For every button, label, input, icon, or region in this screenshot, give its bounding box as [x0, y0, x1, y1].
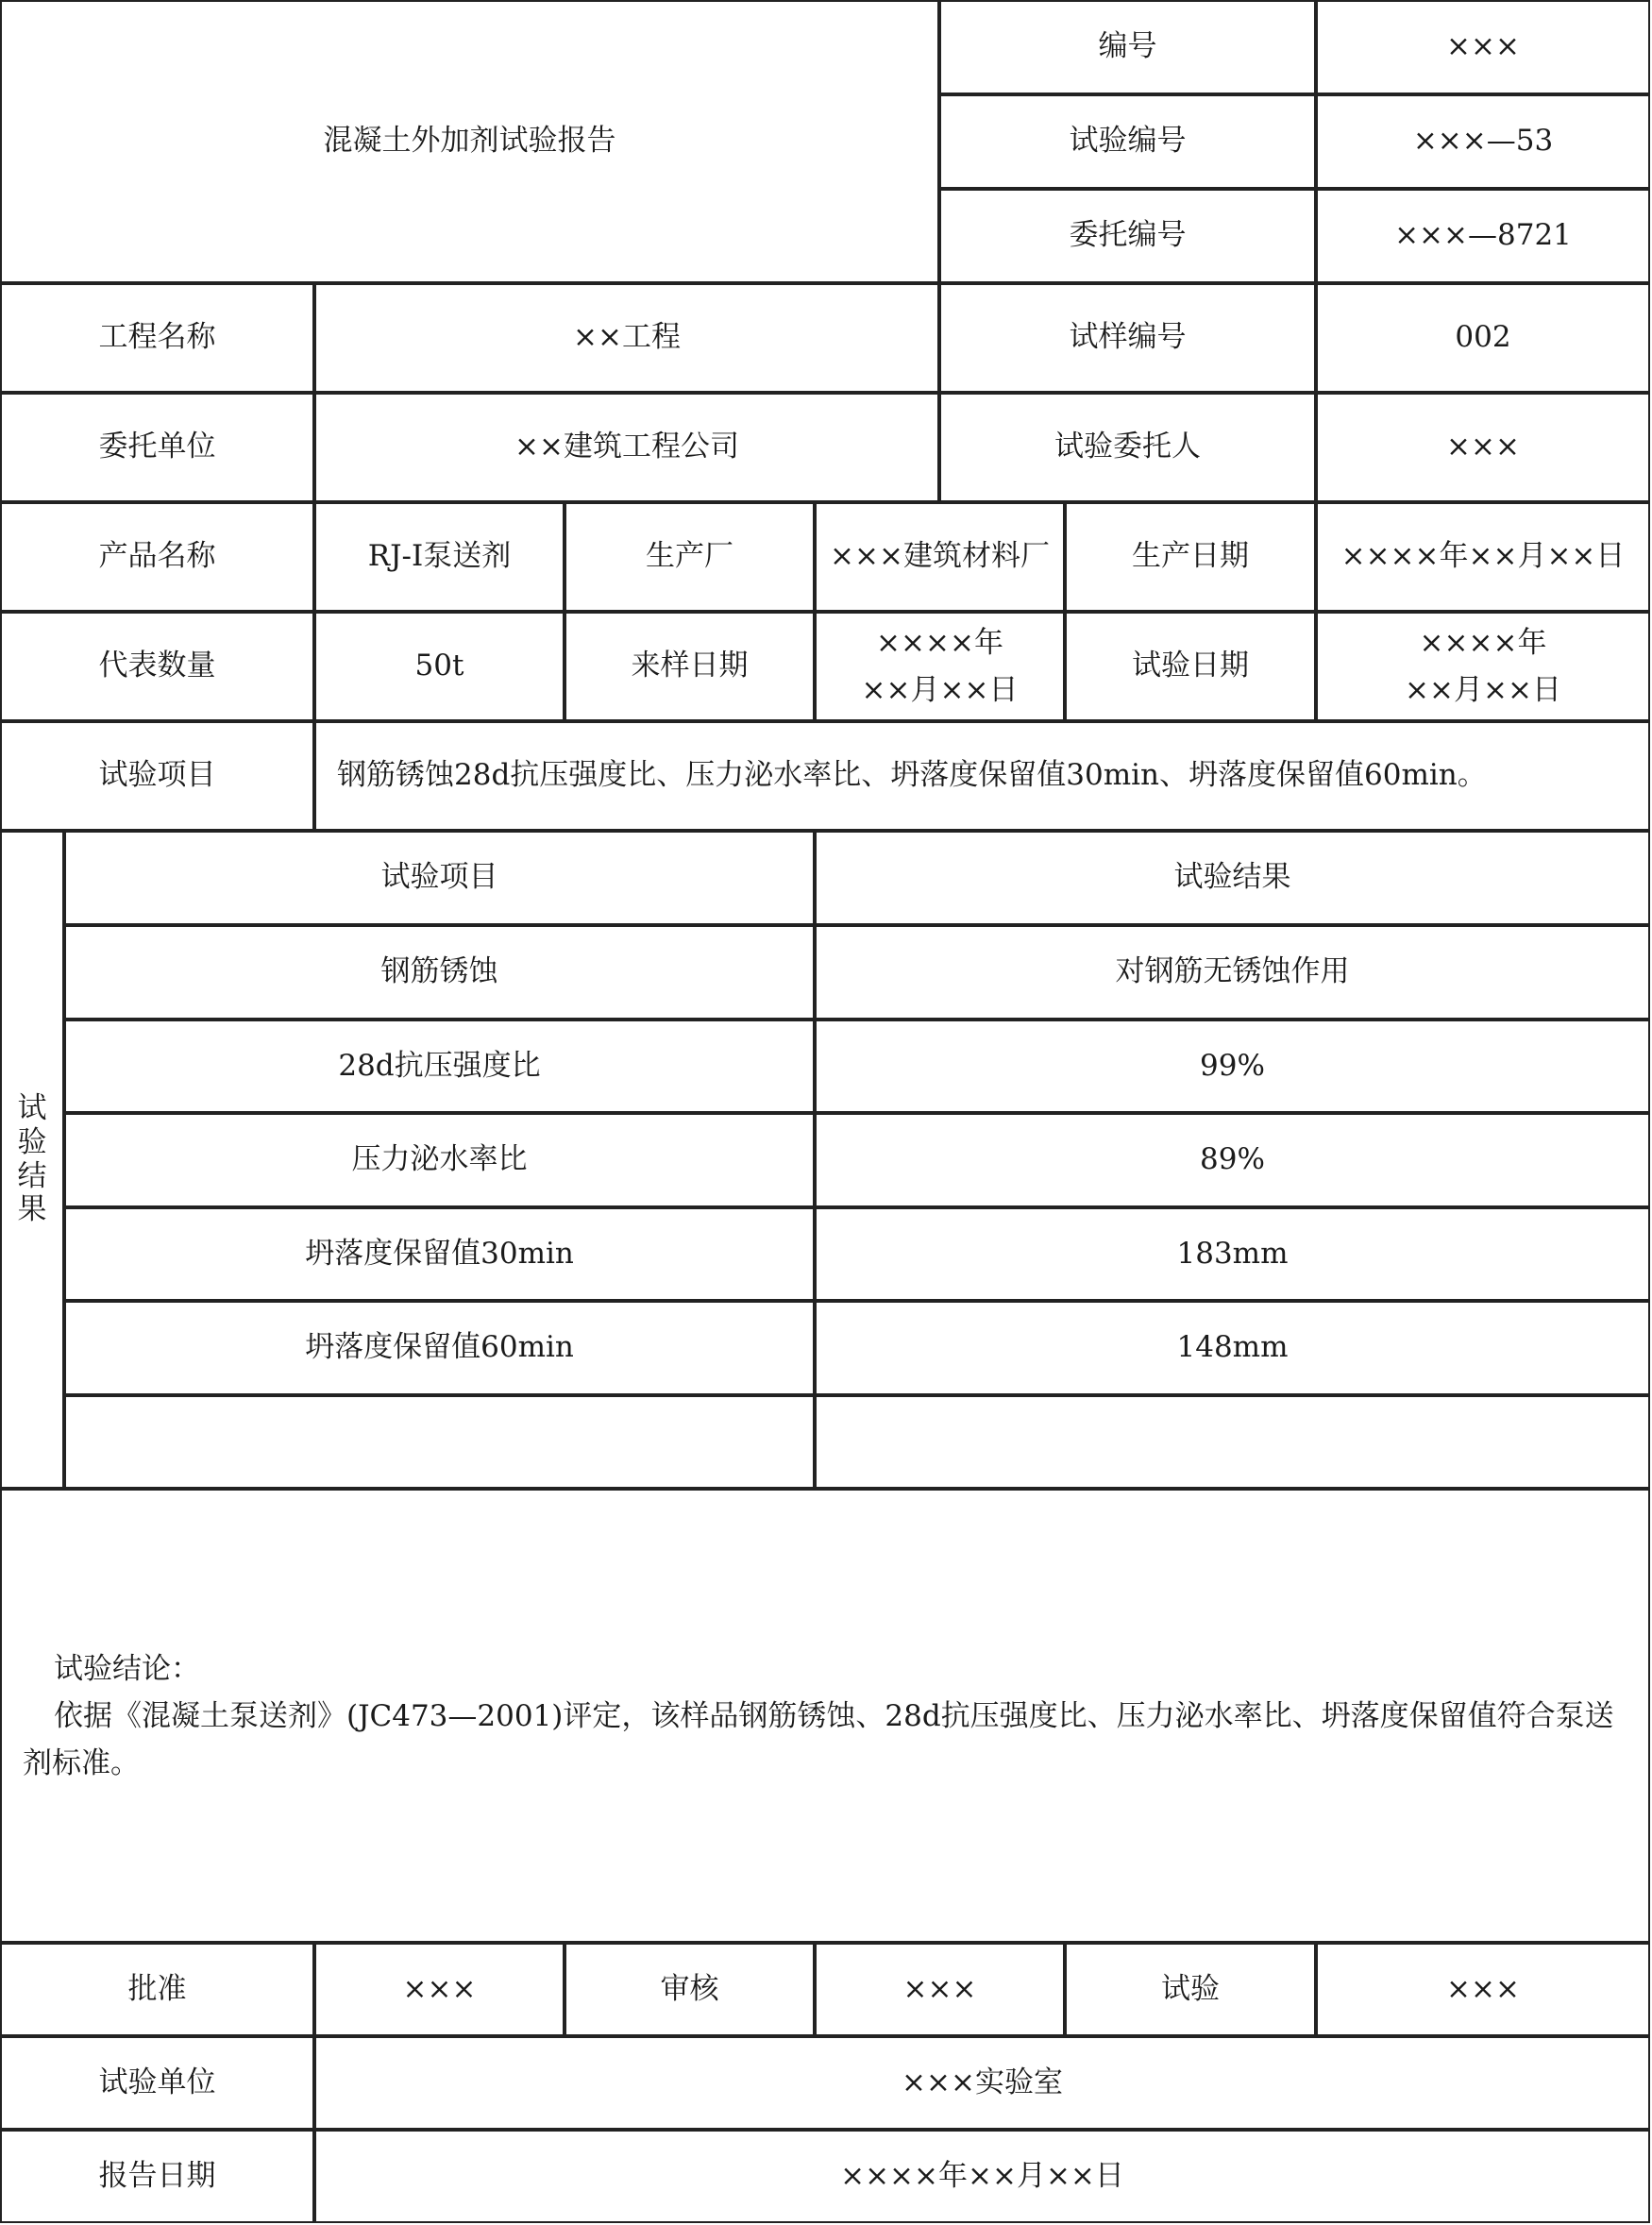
result-row-value: 183mm [815, 1207, 1650, 1301]
conclusion-label: 试验结论： [54, 1651, 200, 1686]
results-side-char: 果 [17, 1192, 47, 1227]
manufacturer-label: 生产厂 [565, 502, 815, 612]
concrete-admixture-test-report [1, 1, 1650, 2223]
results-header-result: 试验结果 [815, 831, 1650, 925]
result-row-value: 99% [815, 1020, 1650, 1113]
number-label: 编号 [939, 0, 1316, 94]
quantity-value: 50t [314, 612, 565, 721]
result-row-empty-item [64, 1395, 815, 1489]
results-header-item: 试验项目 [64, 831, 815, 925]
test-date-line2: ××月××日 [1405, 673, 1561, 707]
manufacturer-value: ×××建筑材料厂 [815, 502, 1065, 612]
approve-label: 批准 [0, 1943, 314, 2036]
review-label: 审核 [565, 1943, 815, 2036]
test-date-line1: ××××年 [1419, 626, 1547, 660]
project-name-value: ××工程 [314, 283, 939, 393]
test-date-value [1316, 612, 1650, 721]
sample-date-label: 来样日期 [565, 612, 815, 721]
commission-no-label: 委托编号 [939, 189, 1316, 283]
result-row-item: 坍落度保留值60min [64, 1301, 815, 1395]
project-name-label: 工程名称 [0, 283, 314, 393]
test-date-label: 试验日期 [1065, 612, 1316, 721]
results-side-char: 结 [17, 1158, 47, 1193]
test-unit-value: ×××实验室 [314, 2036, 1650, 2130]
test-unit-label: 试验单位 [0, 2036, 314, 2130]
results-side-char: 试 [17, 1091, 47, 1126]
conclusion-section [0, 1489, 1650, 1943]
results-side-label [0, 831, 64, 1489]
result-row-item: 28d抗压强度比 [64, 1020, 815, 1113]
result-row-empty-value [815, 1395, 1650, 1489]
sample-date-value [815, 612, 1065, 721]
tester-label: 试验 [1065, 1943, 1316, 2036]
test-items-label: 试验项目 [0, 721, 314, 831]
product-name-label: 产品名称 [0, 502, 314, 612]
conclusion-line2: 剂标准。 [23, 1745, 140, 1780]
result-row-item: 压力泌水率比 [64, 1113, 815, 1207]
test-no-label: 试验编号 [939, 94, 1316, 189]
number-value: ××× [1316, 0, 1650, 94]
sample-no-label: 试样编号 [939, 283, 1316, 393]
product-name-value: RJ-Ⅰ泵送剂 [314, 502, 565, 612]
client-value: ××建筑工程公司 [314, 393, 939, 502]
report-date-value: ××××年××月××日 [314, 2130, 1650, 2223]
commission-no-value: ×××—8721 [1316, 189, 1650, 283]
sample-date-line1: ××××年 [876, 626, 1003, 660]
result-row-value: 89% [815, 1113, 1650, 1207]
review-value: ××× [815, 1943, 1065, 2036]
conclusion-line1: 依据《混凝土泵送剂》(JC473—2001)评定，该样品钢筋锈蚀、28d抗压强度比、压力泌水率比、坍落度保留值符合泵送 [54, 1698, 1614, 1733]
report-date-label: 报告日期 [0, 2130, 314, 2223]
result-row-value: 148mm [815, 1301, 1650, 1395]
client-label: 委托单位 [0, 393, 314, 502]
tester-value: ××× [1316, 1943, 1650, 2036]
test-no-value: ×××—53 [1316, 94, 1650, 189]
approve-value: ××× [314, 1943, 565, 2036]
production-date-label: 生产日期 [1065, 502, 1316, 612]
sample-date-line2: ××月××日 [861, 673, 1019, 707]
result-row-item: 坍落度保留值30min [64, 1207, 815, 1301]
sample-no-value: 002 [1316, 283, 1650, 393]
client-person-value: ××× [1316, 393, 1650, 502]
client-person-label: 试验委托人 [939, 393, 1316, 502]
result-row-value: 对钢筋无锈蚀作用 [815, 925, 1650, 1020]
test-items-value: 钢筋锈蚀28d抗压强度比、压力泌水率比、坍落度保留值30min、坍落度保留值60min。 [314, 721, 1650, 831]
results-side-char: 验 [17, 1124, 47, 1159]
report-title: 混凝土外加剂试验报告 [0, 0, 939, 283]
quantity-label: 代表数量 [0, 612, 314, 721]
result-row-item: 钢筋锈蚀 [64, 925, 815, 1020]
production-date-value: ××××年××月××日 [1316, 502, 1650, 612]
conclusion-text [23, 1645, 1629, 1787]
